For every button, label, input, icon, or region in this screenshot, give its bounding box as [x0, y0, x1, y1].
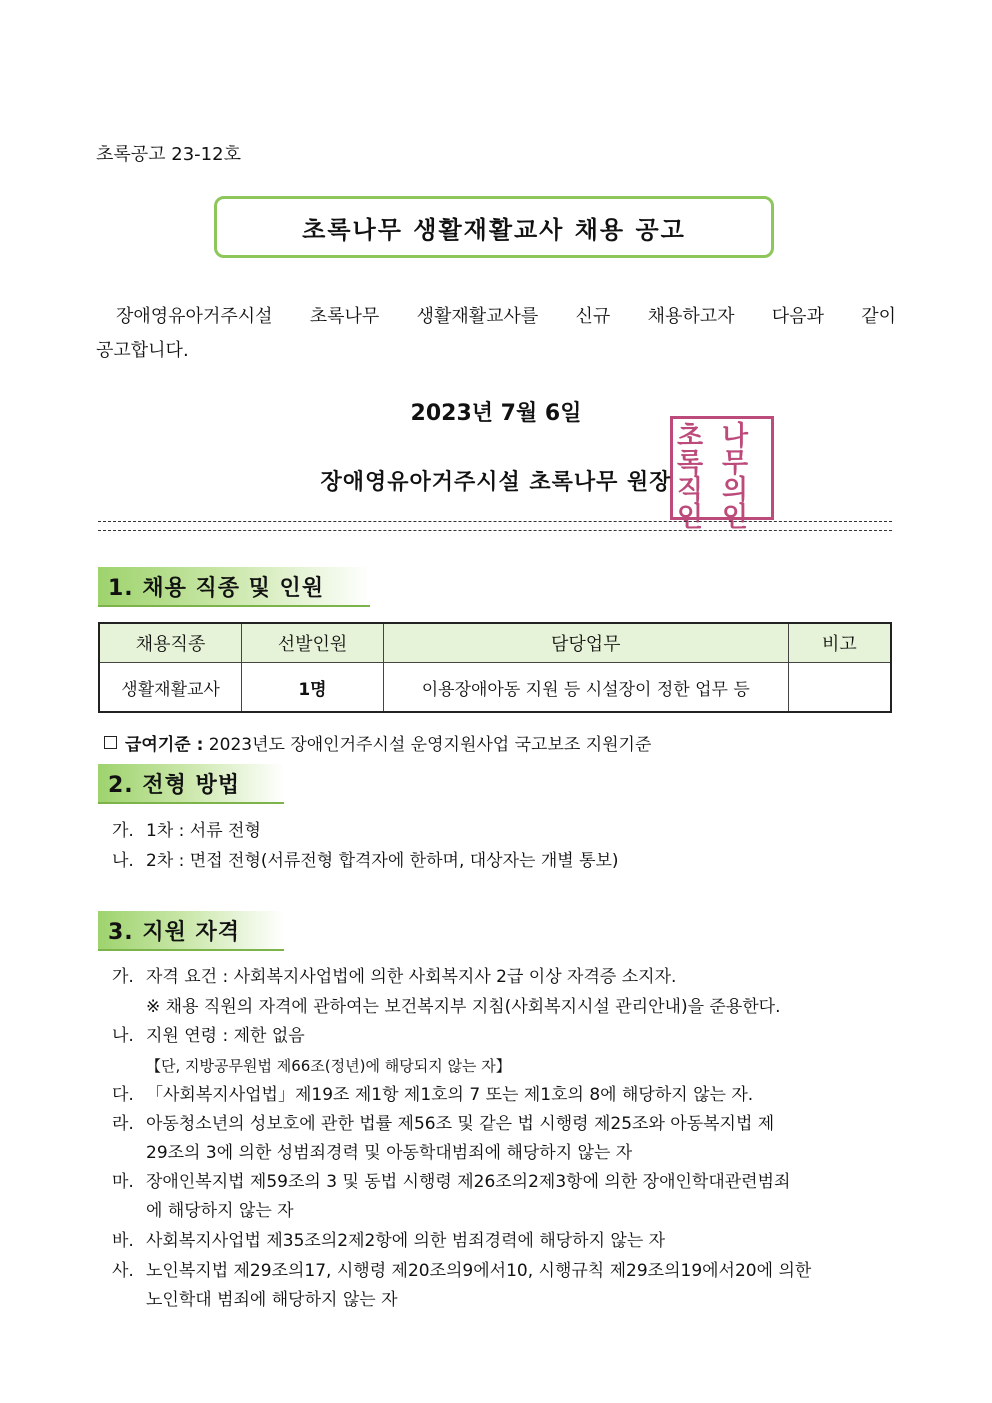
director-signature: 장애영유아거주시설 초록나무 원장	[320, 470, 672, 495]
section-heading-3: 3. 지원 자격	[98, 911, 284, 951]
list-item	[112, 1260, 896, 1282]
list-item	[112, 1113, 896, 1135]
item-label: 사.	[112, 1261, 134, 1281]
item-text: 아동청소년의 성보호에 관한 법률 제56조 및 같은 법 시행령 제25조와 아동복지법 제	[146, 1114, 775, 1134]
item-continuation: 29조의 3에 의한 성범죄경력 및 아동학대범죄에 해당하지 않는 자	[146, 1143, 633, 1163]
checkbox-square-icon	[104, 736, 117, 749]
pay-standard	[104, 730, 651, 755]
table-cell-duties: 이용장애아동 지원 등 시설장이 정한 업무 등	[383, 663, 788, 713]
intro-line-1: 장애영유아거주시설 초록나무 생활재활교사를 신규 채용하고자 다음과 같이	[116, 306, 896, 327]
item-text: 사회복지사업법 제35조의2제2항에 의한 범죄경력에 해당하지 않는 자	[146, 1231, 666, 1251]
item-text: 노인복지법 제29조의17, 시행령 제20조의9에서10, 시행규칙 제29조의19에서20에 의한	[146, 1261, 812, 1281]
table-header: 담당업무	[383, 623, 788, 663]
list-item	[112, 820, 896, 842]
table-header: 채용직종	[99, 623, 242, 663]
section-heading-2: 2. 전형 방법	[98, 764, 284, 804]
item-label: 가.	[112, 967, 134, 987]
intro-line-2: 공고합니다.	[96, 340, 189, 361]
item-label: 마.	[112, 1172, 134, 1192]
pay-text: 2023년도 장애인거주시설 운영지원사업 국고보조 지원기준	[203, 735, 652, 755]
table-header: 비고	[788, 623, 891, 663]
item-text: 「사회복지사업법」제19조 제1항 제1호의 7 또는 제1호의 8에 해당하지 않는 자.	[146, 1085, 754, 1105]
list-item	[112, 1230, 896, 1252]
list-item	[112, 1084, 896, 1106]
official-seal-stamp	[670, 416, 774, 533]
list-item	[112, 850, 896, 872]
dashed-divider	[98, 521, 892, 522]
list-item	[112, 1171, 896, 1193]
table-cell-remarks	[788, 663, 891, 713]
dashed-divider	[98, 530, 892, 531]
item-label: 나.	[112, 851, 134, 871]
item-label: 가.	[112, 821, 134, 841]
seal-char: 나무	[722, 421, 749, 479]
section-heading-1: 1. 채용 직종 및 인원	[98, 567, 370, 607]
seal-char: 초록	[677, 421, 704, 479]
item-label: 나.	[112, 1026, 134, 1046]
pay-label: 급여기준 :	[125, 735, 204, 755]
note-text: ※ 채용 직원의 자격에 관하여는 보건복지부 지침(사회복지시설 관리안내)을 준용한다.	[146, 997, 781, 1017]
item-text: 지원 연령 : 제한 없음	[146, 1026, 305, 1046]
table-header-row	[99, 623, 891, 663]
table-header: 선발인원	[242, 623, 384, 663]
list-item	[112, 1025, 896, 1047]
item-text: 2차 : 면접 전형(서류전형 합격자에 한하며, 대상자는 개별 통보)	[146, 851, 619, 871]
item-text: 자격 요건 : 사회복지사업법에 의한 사회복지사 2급 이상 자격증 소지자.	[146, 967, 677, 987]
item-text: 장애인복지법 제59조의 3 및 동법 시행령 제26조의2제3항에 의한 장애인학대관련범죄	[146, 1172, 791, 1192]
item-continuation: 에 해당하지 않는 자	[146, 1201, 294, 1221]
announcement-date: 2023년 7월 6일	[410, 401, 582, 426]
page-title: 초록나무 생활재활교사 채용 공고	[214, 196, 774, 258]
table-row	[99, 663, 891, 713]
item-text: 1차 : 서류 전형	[146, 821, 261, 841]
jobs-table	[98, 622, 892, 713]
item-label: 다.	[112, 1085, 134, 1105]
item-continuation: 노인학대 범죄에 해당하지 않는 자	[146, 1290, 398, 1310]
seal-char: 의인	[722, 475, 749, 533]
item-label: 라.	[112, 1114, 134, 1134]
seal-char: 직인	[677, 475, 704, 533]
note-text: 【단, 지방공무원법 제66조(정년)에 해당되지 않는 자】	[146, 1057, 511, 1075]
notice-number: 초록공고 23-12호	[96, 144, 241, 165]
list-item	[112, 966, 896, 988]
intro-paragraph	[96, 300, 896, 368]
item-label: 바.	[112, 1231, 134, 1251]
table-cell-position: 생활재활교사	[99, 663, 242, 713]
table-cell-count: 1명	[242, 663, 384, 713]
